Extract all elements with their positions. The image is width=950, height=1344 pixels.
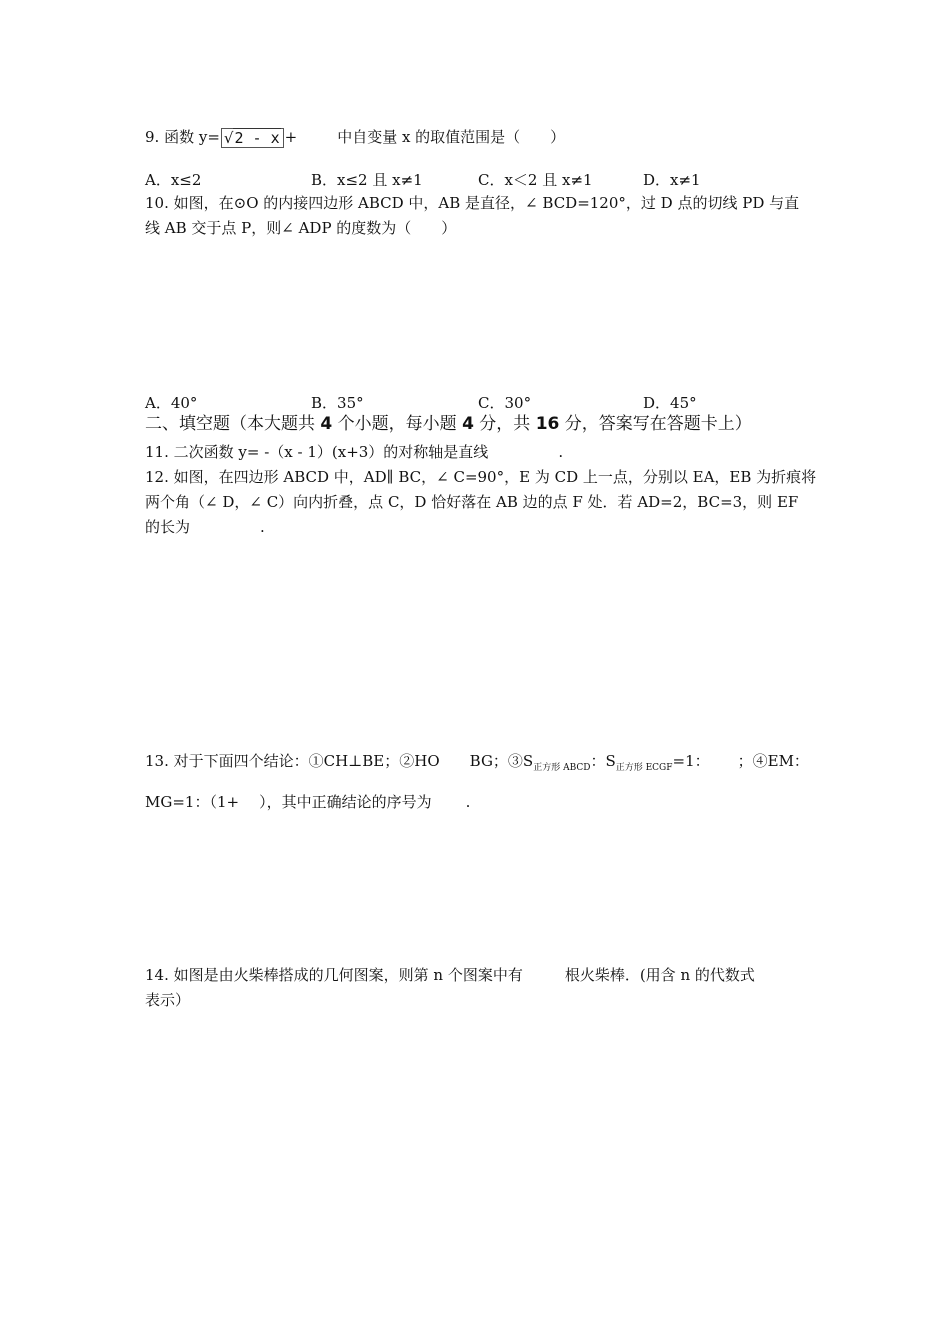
q9-suffix: 中自变量 x 的取值范围是（ ）: [337, 128, 566, 146]
q12-line-1: 12. 如图，在四边形 ABCD 中，AD∥ BC，∠ C=90°，E 为 CD 上一点，分别以 EA，EB 为折痕将: [145, 468, 817, 486]
sqrt-expression: [221, 128, 284, 148]
q10-option-b: B．35°: [311, 394, 364, 412]
q10-option-d: D．45°: [643, 394, 697, 412]
q14-text-b: 根火柴棒．(用含 n 的代数式: [564, 966, 755, 984]
q12-line-2: 两个角（∠ D，∠ C）向内折叠，点 C，D 恰好落在 AB 边的点 F 处．若 AD=2，BC=3，则 EF: [145, 493, 799, 511]
q13-text-b: BG；③S: [469, 752, 534, 770]
q9-option-b: B．x≤2 且 x≠1: [311, 171, 423, 189]
q10-option-c: C．30°: [478, 394, 532, 412]
q9-prefix: 9. 函数 y=: [145, 128, 220, 146]
q9-option-c: C．x＜2 且 x≠1: [478, 171, 593, 189]
q9-radicand: 2 - x: [234, 129, 280, 147]
q13-line-2: [145, 792, 470, 812]
q11-text: 11. 二次函数 y= -（x - 1）(x+3）的对称轴是直线: [145, 443, 489, 461]
section-2-points-each: 4: [462, 414, 474, 434]
q13-text-e: ；④EM：: [737, 752, 809, 770]
q13-line-1: [145, 751, 809, 774]
q11-end: .: [558, 443, 564, 461]
section-2-text-1: 二、填空题（本大题共: [145, 414, 321, 434]
q11-stem: [145, 442, 563, 462]
section-2-heading: [145, 414, 752, 434]
q12-line-3: [145, 517, 265, 537]
q13-text-c: ：S: [590, 752, 616, 770]
section-2-text-2: 个小题，每小题: [332, 414, 463, 434]
sqrt-icon: √: [223, 129, 234, 147]
q9-option-d: D．x≠1: [643, 171, 701, 189]
section-2-text-4: 分，答案写在答题卡上）: [559, 414, 752, 434]
section-2-text-3: 分，共: [473, 414, 536, 434]
q13-subscript-2: 正方形 ECGF: [615, 763, 673, 773]
q13-text-d: =1：: [672, 752, 710, 770]
q10-line-1: 10. 如图，在⊙O 的内接四边形 ABCD 中，AB 是直径，∠ BCD=120°，过 D 点的切线 PD 与直: [145, 194, 800, 212]
q13-text-a: 13. 对于下面四个结论：①CH⊥BE；②HO: [145, 752, 440, 770]
section-2-count: 4: [320, 414, 333, 434]
section-2-points-total: 16: [535, 414, 560, 434]
q14-line-2: 表示）: [145, 991, 191, 1009]
q9-stem: [145, 127, 565, 148]
q9-plus: +: [284, 128, 298, 146]
q9-option-a: A．x≤2: [145, 171, 202, 189]
q10-option-a: A．40°: [145, 394, 198, 412]
q12-end: .: [260, 518, 265, 536]
q14-line-1: [145, 965, 755, 985]
q10-line-2: 线 AB 交于点 P，则∠ ADP 的度数为（ ）: [145, 219, 457, 237]
q13-subscript-1: 正方形 ABCD: [533, 763, 591, 773]
q14-text-a: 14. 如图是由火柴棒搭成的几何图案，则第 n 个图案中有: [145, 966, 523, 984]
q12-text-3: 的长为: [145, 518, 191, 536]
q13-text-g: ），其中正确结论的序号为: [259, 793, 432, 811]
q13-end: .: [465, 793, 471, 811]
q13-text-f: MG=1：（1+: [145, 793, 240, 811]
